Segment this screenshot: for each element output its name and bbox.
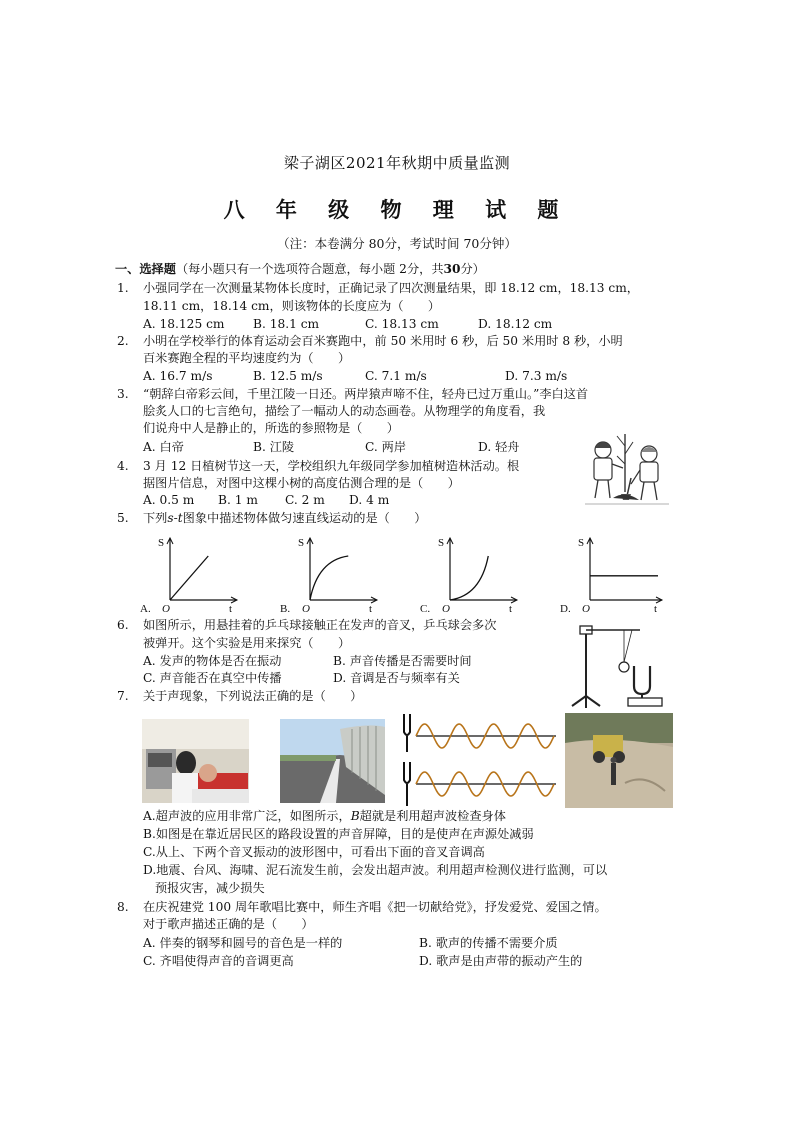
graph-option-label: C.: [420, 603, 431, 615]
q2-line1: 小明在学校举行的体育运动会百米赛跑中，前 50 米用时 6 秒，后 50 米用时 8 秒，小明: [143, 334, 623, 348]
q3-number: 3.: [117, 387, 129, 401]
exam-note: （注：本卷满分 80分，考试时间 70分钟）: [277, 236, 517, 251]
q8-line2: 对于歌声描述正确的是（ ）: [143, 917, 314, 931]
section-desc-pre: （每小题只有一个选项符合题意，每小题 2分，共: [175, 262, 444, 276]
q3-option-c: C. 两岸: [365, 440, 407, 454]
st-graph-d: [560, 528, 670, 616]
q5-line-post: 图象中描述物体做匀速直线运动的是（ ）: [182, 511, 427, 525]
st-curve: [170, 556, 208, 600]
q3-option-d: D. 轻舟: [478, 440, 520, 454]
q3-option-a: A. 白帝: [143, 440, 184, 454]
y-axis-label: S: [578, 537, 585, 549]
q3-line3: 们说舟中人是静止的，所选的参照物是（ ）: [143, 421, 399, 435]
q8-option-a: A. 伴奏的钢琴和圆号的音色是一样的: [143, 936, 343, 950]
q4-option-c: C. 2 m: [285, 493, 325, 507]
y-axis-label: S: [438, 537, 445, 549]
st-graph-c-svg: [420, 528, 525, 616]
y-axis-label: S: [298, 537, 305, 549]
q8-option-b: B. 歌声的传播不需要介质: [419, 936, 558, 950]
q4-option-a: A. 0.5 m: [143, 493, 195, 507]
q5-line-var: s-t: [167, 511, 183, 525]
section-heading: [115, 260, 485, 278]
q2-line2: 百米赛跑全程的平均速度约为（ ）: [143, 351, 351, 365]
q7-option-c: C.从上、下两个音叉振动的波形图中，可看出下面的音叉音调高: [143, 845, 485, 859]
origin-label: O: [582, 603, 590, 615]
section-desc-post: 分）: [460, 262, 485, 276]
q7-option-d-line1: D.地震、台风、海啸、泥石流发生前，会发出超声波。利用超声检测仪进行监测，可以: [143, 863, 608, 877]
st-graph-a-svg: [140, 528, 245, 616]
sound-barrier-road-photo: [280, 719, 385, 803]
x-axis-label: t: [229, 603, 233, 615]
st-curve: [310, 556, 348, 600]
q2-option-c: C. 7.1 m/s: [365, 369, 427, 383]
x-axis-label: t: [654, 603, 658, 615]
q7-option-a-post: 超就是利用超声波检查身体: [359, 809, 506, 823]
q1-option-c: C. 18.13 cm: [365, 317, 439, 331]
q7-option-a: [143, 807, 506, 825]
mudslide-rescue-photo: [565, 713, 673, 808]
q4-line2: 据图片信息，对图中这棵小树的高度估测合理的是（ ）: [143, 476, 460, 490]
q5-line-pre: 下列: [143, 511, 168, 525]
origin-label: O: [442, 603, 450, 615]
q8-option-d: D. 歌声是由声带的振动产生的: [419, 954, 583, 968]
q6-option-d: D. 音调是否与频率有关: [333, 671, 460, 685]
q2-option-b: B. 12.5 m/s: [253, 369, 323, 383]
tree-planting-illustration: [583, 428, 673, 510]
q2-option-d: D. 7.3 m/s: [505, 369, 568, 383]
section-desc-score: 30: [443, 262, 461, 276]
x-axis-label: t: [369, 603, 373, 615]
q2-option-a: A. 16.7 m/s: [143, 369, 213, 383]
q6-number: 6.: [117, 618, 129, 632]
q5-number: 5.: [117, 511, 129, 525]
q6-line2: 被弹开。这个实验是用来探究（ ）: [143, 636, 351, 650]
q5-line: [143, 509, 426, 527]
exam-subtitle: 八 年 级 物 理 试 题: [223, 197, 571, 222]
st-graph-b-svg: [280, 528, 385, 616]
st-graph-a: [140, 528, 245, 616]
q8-line1: 在庆祝建党 100 周年歌唱比赛中，师生齐唱《把一切献给党》，抒发爱党、爱国之情。: [143, 900, 607, 914]
q7-option-a-pre: A.超声波的应用非常广泛，如图所示，: [143, 809, 351, 823]
graph-option-label: D.: [560, 603, 571, 615]
q4-option-d: D. 4 m: [349, 493, 390, 507]
q6-option-a: A. 发声的物体是否在振动: [143, 654, 282, 668]
q1-option-b: B. 18.1 cm: [253, 317, 320, 331]
st-graph-c: [420, 528, 525, 616]
q3-line1: “朝辞白帝彩云间，千里江陵一日还。两岸猿声啼不住，轻舟已过万重山。”李白这首: [143, 387, 589, 401]
q3-line2: 脍炙人口的七言绝句，描绘了一幅动人的动态画卷。从物理学的角度看，我: [143, 404, 546, 418]
exam-title: 梁子湖区2021年秋期中质量监测: [283, 154, 511, 172]
q1-number: 1.: [117, 281, 129, 295]
tuning-fork-waveforms: [400, 712, 558, 810]
q3-option-b: B. 江陵: [253, 440, 295, 454]
q4-line1: 3 月 12 日植树节这一天，学校组织九年级同学参加植树造林活动。根: [143, 459, 520, 473]
q7-number: 7.: [117, 689, 129, 703]
q1-option-d: D. 18.12 cm: [478, 317, 553, 331]
graph-option-label: A.: [140, 603, 151, 615]
q6-line1: 如图所示，用悬挂着的乒乓球接触正在发声的音叉，乒乓球会多次: [143, 618, 497, 632]
q8-number: 8.: [117, 900, 129, 914]
origin-label: O: [162, 603, 170, 615]
q1-option-a: A. 18.125 cm: [143, 317, 225, 331]
q7-line1: 关于声现象，下列说法正确的是（ ）: [143, 689, 363, 703]
st-curve: [450, 556, 488, 600]
q8-option-c: C. 齐唱使得声音的音调更高: [143, 954, 294, 968]
q4-number: 4.: [117, 459, 129, 473]
origin-label: O: [302, 603, 310, 615]
x-axis-label: t: [509, 603, 513, 615]
q6-option-b: B. 声音传播是否需要时间: [333, 654, 472, 668]
section-label: 一、选择题: [115, 262, 176, 276]
q6-option-c: C. 声音能否在真空中传播: [143, 671, 282, 685]
b-ultrasound-photo: [142, 719, 249, 803]
q2-number: 2.: [117, 334, 129, 348]
q1-line2: 18.11 cm，18.14 cm，则该物体的长度应为（ ）: [143, 299, 441, 313]
q1-line1: 小强同学在一次测量某物体长度时，正确记录了四次测量结果，即 18.12 cm，18.13 cm，: [143, 281, 639, 295]
q7-option-d-line2: 预报灾害，减少损失: [155, 881, 265, 895]
y-axis-label: S: [158, 537, 165, 549]
q7-option-b: B.如图是在靠近居民区的路段设置的声音屏障，目的是使声在声源处减弱: [143, 827, 534, 841]
q4-option-b: B. 1 m: [218, 493, 258, 507]
q7-option-a-var: B: [350, 809, 360, 823]
tuning-fork-apparatus-illustration: [566, 620, 674, 710]
graph-option-label: B.: [280, 603, 291, 615]
st-graph-d-svg: [560, 528, 670, 616]
st-graph-b: [280, 528, 385, 616]
